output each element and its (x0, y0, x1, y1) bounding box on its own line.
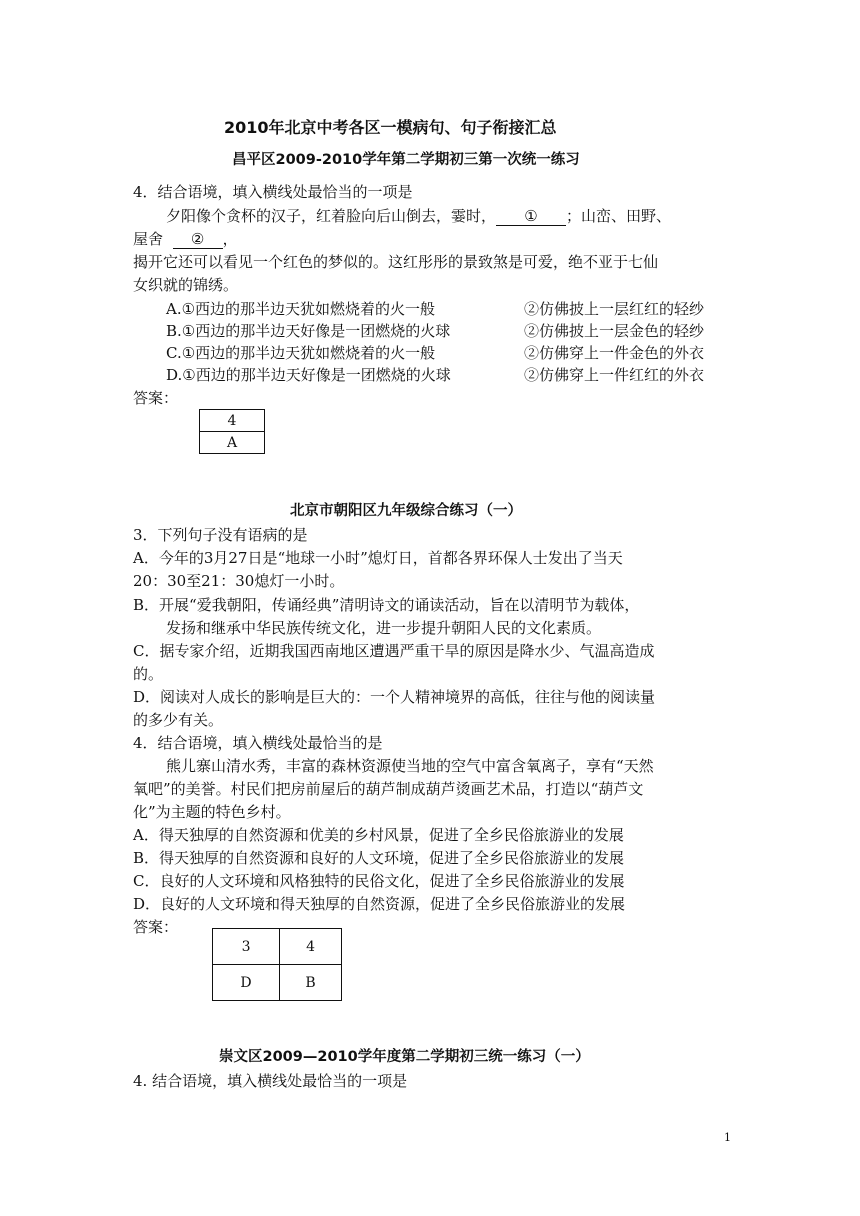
text-line: 的多少有关。 (133, 711, 224, 729)
text-line: 熊儿寨山清水秀，丰富的森林资源使当地的空气中富含氧离子，享有“天然 (166, 757, 654, 775)
text-line: 20：30至21：30熄灯一小时。 (133, 572, 345, 590)
answer-value: D (213, 965, 280, 1001)
text-line: 氧吧”的美誉。村民们把房前屋后的葫芦制成葫芦烫画艺术品，打造以“葫芦文 (133, 780, 644, 798)
text-line: 3．下列句子没有语病的是 (133, 526, 308, 544)
text-line: A．今年的3月27日是“地球一小时”熄灯日，首都各界环保人士发出了当天 (133, 549, 623, 567)
text-line: B．得天独厚的自然资源和良好的人文环境，促进了全乡民俗旅游业的发展 (133, 849, 625, 867)
text-line: 发扬和继承中华民族传统文化，进一步提升朝阳人民的文化素质。 (166, 619, 602, 637)
passage-line (166, 205, 671, 227)
page-number: 1 (724, 1131, 731, 1144)
text-line: C．据专家介绍，近期我国西南地区遭遇严重干旱的原因是降水少、气温高造成 (133, 642, 655, 660)
section-heading-chaoyang: 北京市朝阳区九年级综合练习（一） (290, 503, 522, 519)
text-line: A．得天独厚的自然资源和优美的乡村风景，促进了全乡民俗旅游业的发展 (133, 826, 624, 844)
answer-question-number: 3 (213, 929, 280, 965)
fill-blank-2: ② (173, 230, 223, 249)
text-line: D．良好的人文环境和得天独厚的自然资源，促进了全乡民俗旅游业的发展 (133, 895, 626, 913)
section-heading-chongwen: 崇文区2009—2010学年度第二学期初三统一练习（一） (219, 1049, 590, 1065)
text-line: 化”为主题的特色乡村。 (133, 803, 291, 821)
text-line: D．阅读对人成长的影响是巨大的：一个人精神境界的高低，往往与他的阅读量 (133, 688, 656, 706)
option-a-part2: ②仿佛披上一层红红的轻纱 (524, 300, 705, 318)
text-line: C．良好的人文环境和风格独特的民俗文化，促进了全乡民俗旅游业的发展 (133, 872, 625, 890)
passage-text: ；山峦、田野、 (566, 207, 672, 225)
option-b-part2: ②仿佛披上一层金色的轻纱 (524, 322, 705, 340)
document-title: 2010年北京中考各区一模病句、句子衔接汇总 (224, 118, 557, 137)
answer-table (212, 928, 342, 1001)
option-d-part1: D.①西边的那半边天好像是一团燃烧的火球 (166, 366, 451, 384)
fill-blank-1: ① (496, 207, 566, 226)
text-line: B．开展“爱我朝阳，传诵经典”清明诗文的诵读活动，旨在以清明节为载体， (133, 596, 640, 614)
answer-value: A (200, 432, 265, 454)
text-line: 的。 (133, 665, 164, 683)
question-stem: 4. 结合语境，填入横线处最恰当的一项是 (133, 1072, 408, 1090)
option-a-part1: A.①西边的那半边天犹如燃烧着的火一般 (166, 300, 436, 318)
passage-line: 女织就的锦绣。 (133, 276, 239, 294)
answer-label: 答案： (133, 918, 179, 936)
passage-line: 揭开它还可以看见一个红色的梦似的。这红彤彤的景致煞是可爱，绝不亚于七仙 (133, 253, 659, 271)
answer-label: 答案： (133, 389, 179, 407)
option-c-part1: C.①西边的那半边天犹如燃烧着的火一般 (166, 344, 436, 362)
passage-line (133, 228, 238, 250)
passage-text: 屋舍 (133, 230, 164, 248)
answer-question-number: 4 (280, 929, 342, 965)
answer-question-number: 4 (200, 410, 265, 432)
option-c-part2: ②仿佛穿上一件金色的外衣 (524, 344, 705, 362)
text-line: 4．结合语境，填入横线处最恰当的是 (133, 734, 383, 752)
passage-text: 夕阳像个贪杯的汉子，红着脸向后山倒去，霎时， (166, 207, 497, 225)
answer-value: B (280, 965, 342, 1001)
section-heading-changping: 昌平区2009-2010学年第二学期初三第一次统一练习 (232, 152, 580, 168)
option-d-part2: ②仿佛穿上一件红红的外衣 (524, 366, 705, 384)
question-stem: 4．结合语境，填入横线处最恰当的一项是 (133, 183, 413, 201)
passage-text: ， (222, 230, 238, 248)
option-b-part1: B.①西边的那半边天好像是一团燃烧的火球 (166, 322, 451, 340)
answer-table (199, 409, 265, 454)
